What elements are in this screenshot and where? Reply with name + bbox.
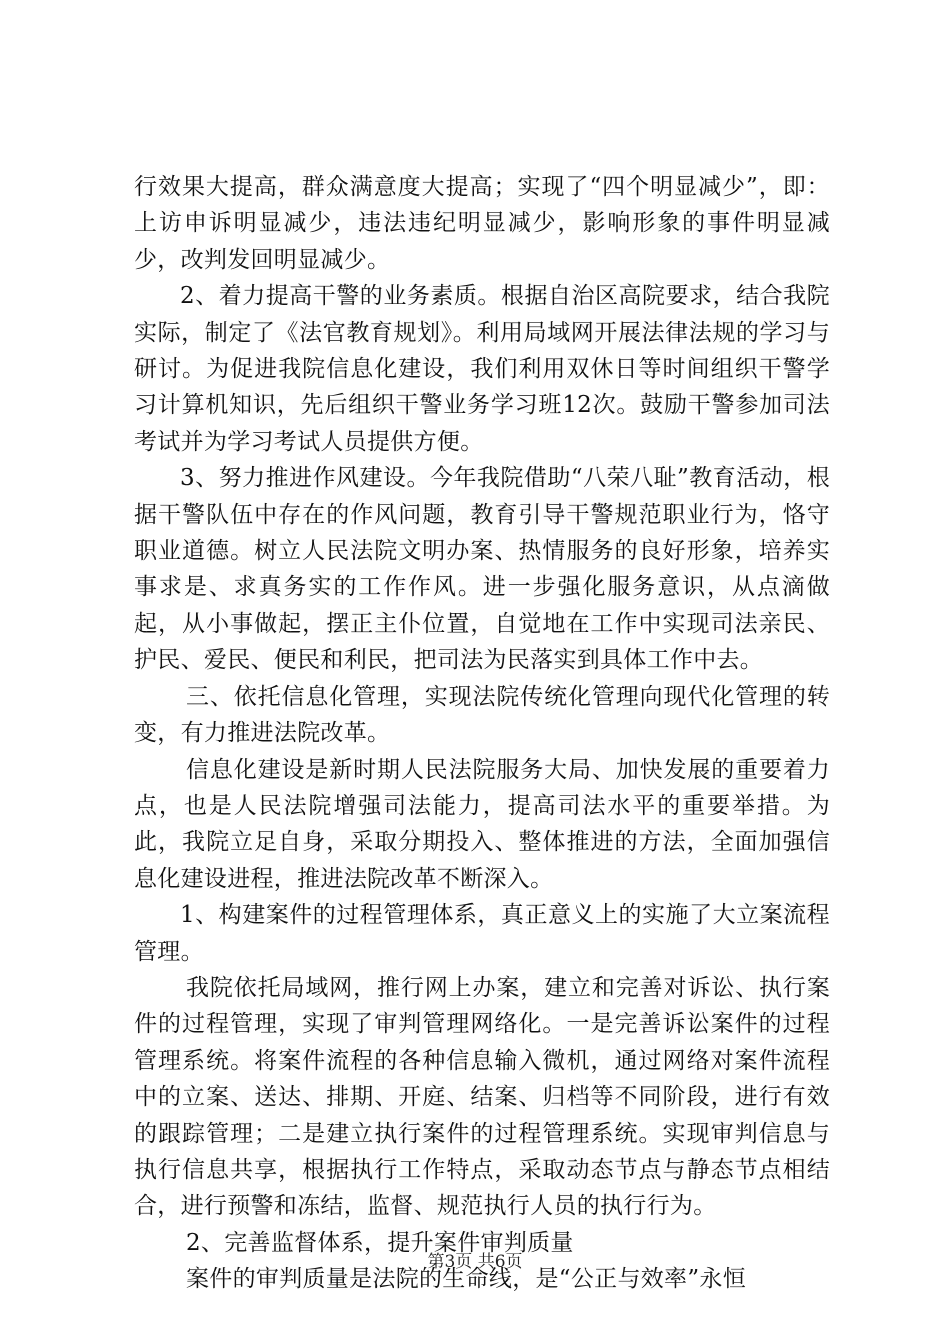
subheading-process-management: 1、构建案件的过程管理体系，真正意义上的实施了大立案流程管理。 — [134, 902, 830, 965]
section-heading-informatization: 三、依托信息化管理，实现法院传统化管理向现代化管理的转变，有力推进法院改革。 — [134, 683, 830, 747]
paragraph-informatization-intro: 信息化建设是新时期人民法院服务大局、加快发展的重要着力点，也是人民法院增强司法能力，提高司法水平的重要举措。为此，我院立足自身，采取分期投入、整体推进的方法，全面加强信息化建设进程，推进法院改革不断深入。 — [134, 756, 830, 892]
paragraph-business-quality: 2、着力提高干警的业务素质。根据自治区高院要求，结合我院实际，制定了《法官教育规划》。利用局域网开展法律法规的学习与研讨。为促进我院信息化建设，我们利用双休日等时间组织干警学习计算机知识，先后组织干警业务学习班12次。鼓励干警参加司法考试并为学习考试人员提供方便。 — [134, 283, 830, 455]
paragraph-process-management: 我院依托局域网，推行网上办案，建立和完善对诉讼、执行案件的过程管理，实现了审判管理网络化。一是完善诉讼案件的过程管理系统。将案件流程的各种信息输入微机，通过网络对案件流程中的立案、送达、排期、开庭、结案、归档等不同阶段，进行有效的跟踪管理；二是建立执行案件的过程管理系统。实现审判信息与执行信息共享，根据执行工作特点，采取动态节点与静态节点相结合，进行预警和冻结，监督、规范执行人员的执行行为。 — [134, 974, 830, 1220]
paragraph-trial-quality: 案件的审判质量是法院的生命线，是“公正与效率”永恒 — [186, 1266, 747, 1293]
subheading-supervision-system: 2、完善监督体系，提升案件审判质量 — [186, 1229, 574, 1256]
paragraph-work-style: 3、努力推进作风建设。今年我院借助“八荣八耻”教育活动，根据干警队伍中存在的作风问题，教育引导干警规范职业行为，恪守职业道德。树立人民法院文明办案、热情服务的良好形象，培养实事求是、求真务实的工作作风。进一步强化服务意识，从点滴做起，从小事做起，摆正主仆位置，自觉地在工作中实现司法亲民、护民、爱民、便民和利民，把司法为民落实到具体工作中去。 — [134, 465, 830, 674]
document-body — [134, 169, 830, 1298]
page-number-footer: 第3页 共6页 — [427, 1252, 523, 1272]
paragraph-continuation: 行效果大提高，群众满意度大提高；实现了“四个明显减少”，即：上访申诉明显减少，违法违纪明显减少，影响形象的事件明显减少，改判发回明显减少。 — [134, 174, 830, 273]
